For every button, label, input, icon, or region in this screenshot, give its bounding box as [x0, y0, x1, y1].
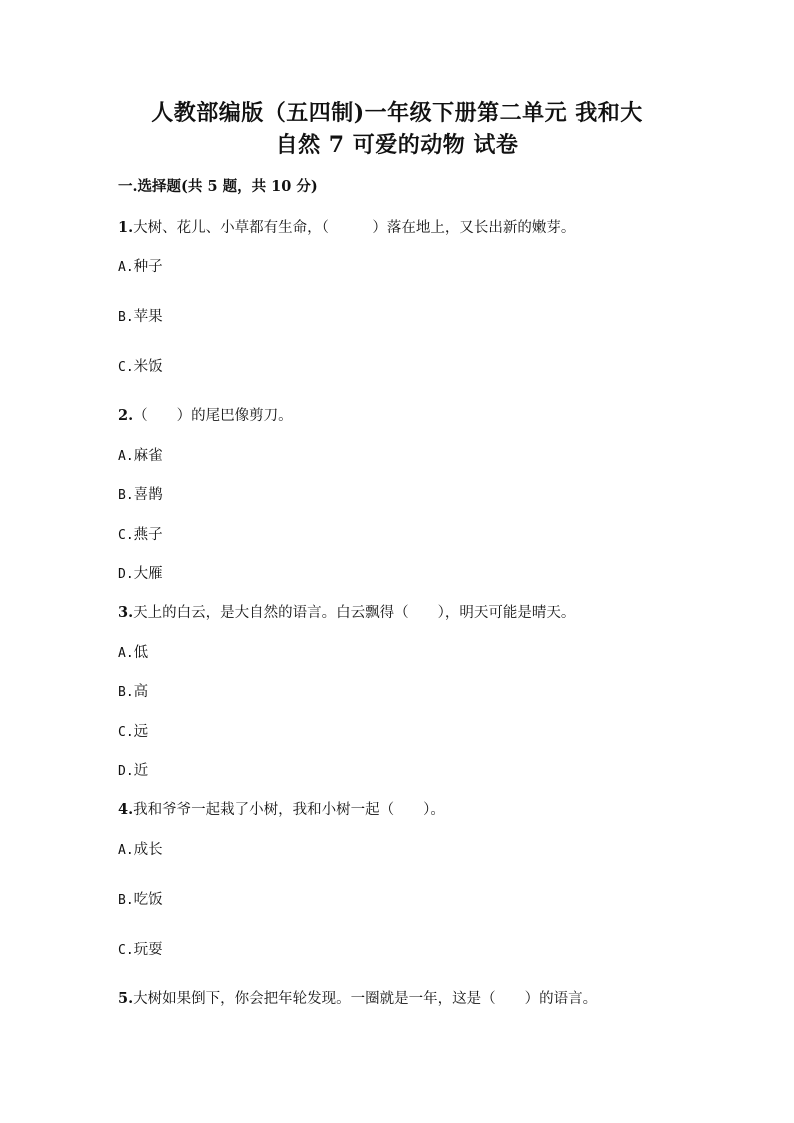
option-text: 大雁: [133, 566, 163, 582]
option-2b: [118, 485, 163, 506]
option-letter: B.: [118, 893, 134, 908]
option-4a: [118, 840, 163, 861]
question-5: [118, 989, 597, 1009]
option-text: 近: [133, 763, 149, 779]
option-letter: A.: [118, 843, 134, 858]
option-text: 玩耍: [133, 942, 163, 958]
question-text: （ ）的尾巴像剪刀。: [133, 408, 293, 424]
question-text: 大树、花儿、小草都有生命，（ ）落在地上，又长出新的嫩芽。: [133, 220, 576, 236]
option-letter: C.: [118, 360, 134, 375]
option-3c: [118, 722, 148, 743]
option-1a: [118, 257, 163, 278]
option-letter: B.: [118, 685, 134, 700]
option-letter: C.: [118, 943, 134, 958]
option-letter: C.: [118, 725, 134, 740]
option-text: 吃饭: [133, 892, 163, 908]
option-letter: A.: [118, 449, 134, 464]
question-4: [118, 800, 445, 820]
option-letter: B.: [118, 488, 134, 503]
option-4c: [118, 940, 163, 961]
option-text: 高: [133, 684, 149, 700]
question-number: 2.: [118, 407, 134, 424]
option-letter: B.: [118, 310, 134, 325]
option-text: 苹果: [133, 309, 163, 325]
option-4b: [118, 890, 163, 911]
option-1c: [118, 357, 163, 378]
question-text: 我和爷爷一起栽了小树，我和小树一起（ ）。: [133, 802, 445, 818]
option-3d: [118, 761, 148, 782]
option-text: 低: [133, 645, 149, 661]
option-letter: A.: [118, 260, 134, 275]
question-2: [118, 406, 293, 426]
page-title-line-2: 自然 7 可爱的动物 试卷: [275, 132, 519, 158]
option-text: 远: [133, 724, 149, 740]
question-text: 大树如果倒下，你会把年轮发现。一圈就是一年，这是（ ）的语言。: [133, 991, 598, 1007]
question-number: 5.: [118, 990, 134, 1007]
option-3a: [118, 643, 148, 664]
option-2d: [118, 564, 163, 585]
option-text: 种子: [133, 259, 163, 275]
option-text: 成长: [133, 842, 163, 858]
question-text: 天上的白云，是大自然的语言。白云飘得（ ），明天可能是晴天。: [133, 605, 576, 621]
question-number: 1.: [118, 219, 134, 236]
option-2a: [118, 446, 163, 467]
option-text: 燕子: [133, 527, 163, 543]
option-2c: [118, 525, 163, 546]
option-text: 喜鹊: [133, 487, 163, 503]
question-number: 4.: [118, 801, 134, 818]
option-1b: [118, 307, 163, 328]
section-heading: 一.选择题(共 5 题，共 10 分): [118, 178, 318, 195]
option-3b: [118, 682, 148, 703]
page-title-line-1: 人教部编版（五四制)一年级下册第二单元 我和大: [151, 100, 643, 126]
question-1: [118, 218, 575, 238]
question-number: 3.: [118, 604, 134, 621]
option-letter: A.: [118, 646, 134, 661]
option-letter: C.: [118, 528, 134, 543]
option-text: 麻雀: [133, 448, 163, 464]
question-3: [118, 603, 575, 623]
option-letter: D.: [118, 764, 134, 779]
option-letter: D.: [118, 567, 134, 582]
option-text: 米饭: [133, 359, 163, 375]
